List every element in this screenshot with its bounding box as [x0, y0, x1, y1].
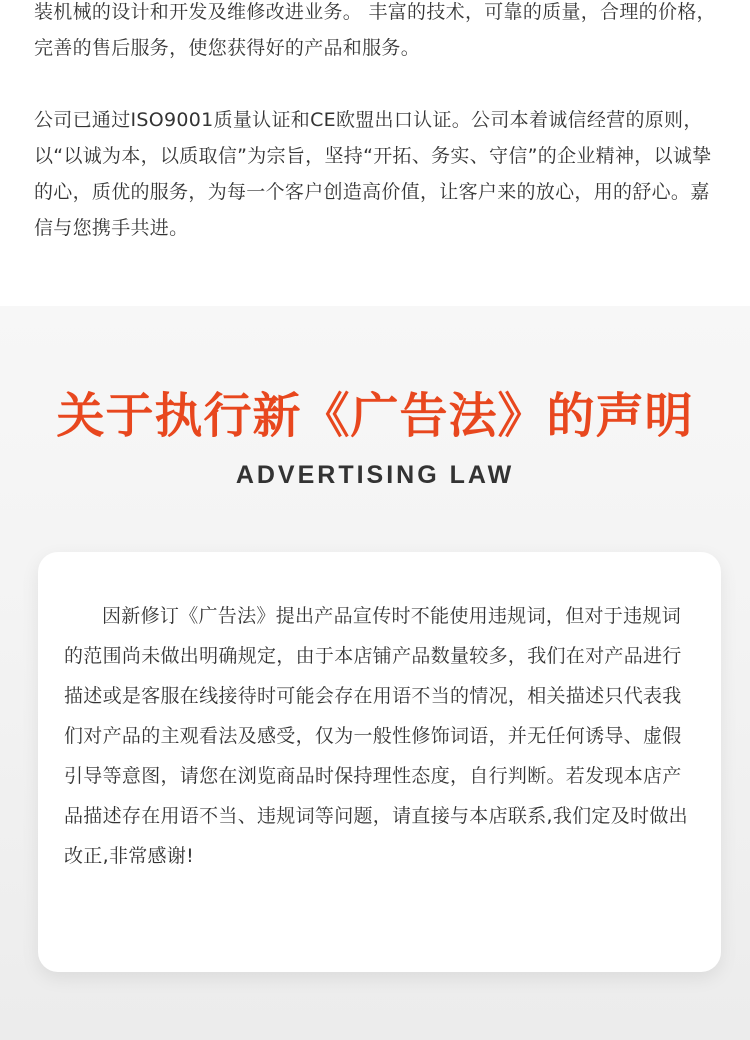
intro-paragraph-services: 装机械的设计和开发及维修改进业务。 丰富的技术，可靠的质量，合理的价格，完善的售后服务，使您获得好的产品和服务。 [34, 1, 716, 59]
notice-card [38, 552, 721, 972]
notice-body-text: 因新修订《广告法》提出产品宣传时不能使用违规词，但对于违规词的范围尚未做出明确规定，由于本店铺产品数量较多，我们在对产品进行描述或是客服在线接待时可能会存在用语不当的情况，相关描述只代表我们对产品的主观看法及感受，仅为一般性修饰词语，并无任何诱导、虚假引导等意图，请您在浏览商品时保持理性态度，自行判断。若发现本店产品描述存在用语不当、违规词等问题，请直接与本店联系,我们定及时做出改正,非常感谢! [64, 605, 688, 867]
notice-title: 关于执行新《广告法》的声明 [56, 388, 694, 444]
advertising-law-section [0, 306, 750, 1040]
intro-paragraph-certification: 公司已通过ISO9001质量认证和CE欧盟出口认证。公司本着诚信经营的原则，以“以诚为本，以质取信”为宗旨，坚持“开拓、务实、守信”的企业精神，以诚挚的心，质优的服务，为每一个客户创造高价值，让客户来的放心，用的舒心。嘉信与您携手共进。 [34, 109, 712, 239]
notice-subtitle: ADVERTISING LAW [235, 461, 515, 489]
company-intro-section [0, 0, 750, 306]
